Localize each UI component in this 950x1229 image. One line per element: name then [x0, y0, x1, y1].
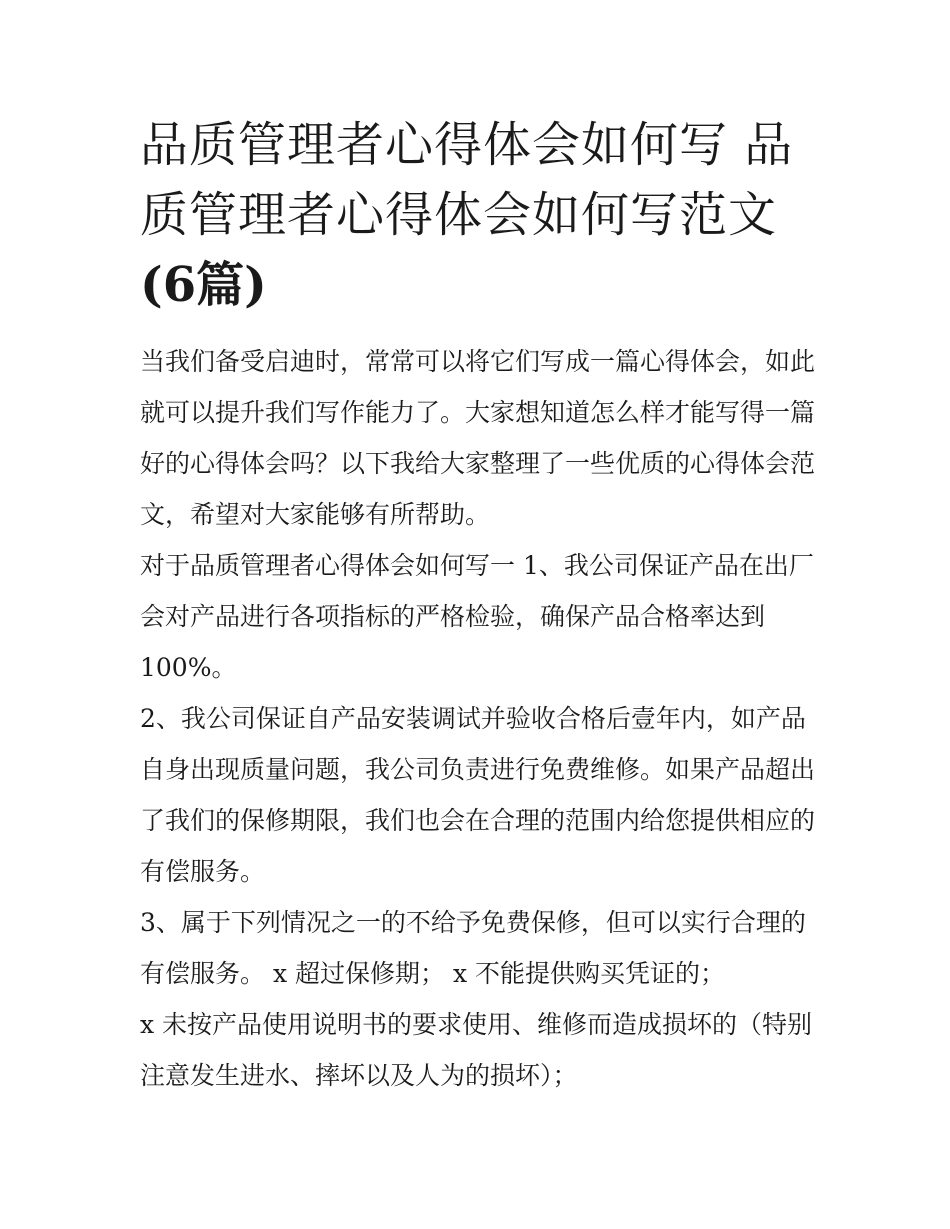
- document-title: [140, 110, 820, 320]
- paragraph-item-1: 对于品质管理者心得体会如何写一 1、我公司保证产品在出厂会对产品进行各项指标的严格检验，确保产品合格率达到 100%。: [140, 551, 814, 682]
- paragraph-item-2: 2、我公司保证自产品安装调试并验收合格后壹年内，如产品自身出现质量问题，我公司负责进行免费维修。如果产品超出了我们的保修期限，我们也会在合理的范围内给您提供相应的有偿服务。: [140, 704, 816, 886]
- document-title-count: (6篇): [140, 257, 267, 313]
- document-body: [140, 336, 820, 1101]
- document-page: [140, 110, 820, 1101]
- document-title-main: 品质管理者心得体会如何写 品质管理者心得体会如何写范文: [140, 117, 794, 243]
- paragraph-item-4: x 未按产品使用说明书的要求使用、维修而造成损坏的（特别注意发生进水、摔坏以及人为的损坏）；: [140, 1010, 813, 1090]
- paragraph-item-3: 3、属于下列情况之一的不给予免费保修，但可以实行合理的有偿服务。 x 超过保修期； x 不能提供购买凭证的；: [140, 908, 806, 988]
- paragraph-intro: 当我们备受启迪时，常常可以将它们写成一篇心得体会，如此就可以提升我们写作能力了。大家想知道怎么样才能写得一篇好的心得体会吗？以下我给大家整理了一些优质的心得体会范文，希望对大家能够有所帮助。: [140, 347, 816, 529]
